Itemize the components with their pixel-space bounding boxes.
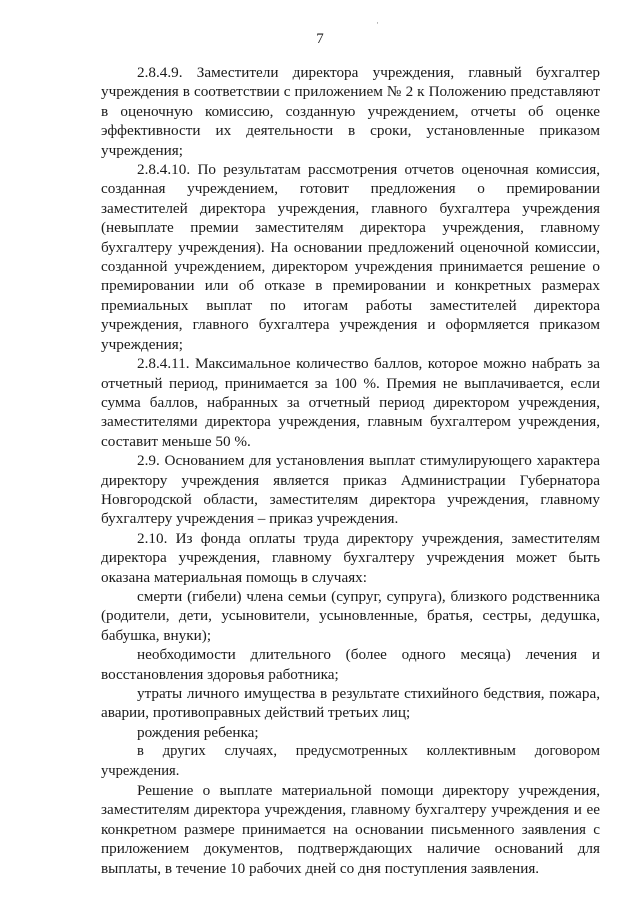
document-body	[101, 63, 600, 878]
paragraph-2-8-4-10: 2.8.4.10. По результатам рассмотрения отчетов оценочная комиссия, созданная учреждением, готовит предложения о премировании заместителей директора учреждения, главного бухгалтера учреждения (невыплате премии заместителям директора учреждения, главному бухгалтеру учреждения). На основании предложений оценочной комиссии, созданной учреждением, директором учреждения принимается решение о премировании или об отказе в премировании и конкретных размерах премиальных выплат по итогам работы заместителей директора учреждения, главного бухгалтера учреждения и оформляется приказом учреждения;	[101, 161, 600, 353]
list-item-family-death: смерти (гибели) члена семьи (супруг, супруга), близкого родственника (родители, дети, усыновители, усыновленные, братья, сестры, дедушка, бабушка, внуки);	[101, 587, 600, 644]
page-number: 7	[316, 31, 324, 47]
list-item-other-cases: в других случаях, предусмотренных коллективным договором учреждения.	[101, 743, 600, 779]
list-item-property-loss: утраты личного имущества в результате стихийного бедствия, пожара, аварии, противоправных действий третьих лиц;	[101, 685, 600, 722]
paragraph-decision: Решение о выплате материальной помощи директору учреждения, заместителям директора учреждения, главному бухгалтеру учреждения и ее конкретном размере принимается на основании письменного заявления с приложением документов, подтверждающих наличие оснований для выплаты, в течение 10 рабочих дней со дня поступления заявления.	[101, 782, 600, 877]
paragraph-2-8-4-9: 2.8.4.9. Заместители директора учреждения, главный бухгалтер учреждения в соответствии с приложением № 2 к Положению представляют в оценочную комиссию, созданную учреждением, отчеты об оценке эффективности их деятельности в сроки, установленные приказом учреждения;	[101, 64, 600, 159]
paragraph-2-9: 2.9. Основанием для установления выплат стимулирующего характера директору учреждения является приказ Администрации Губернатора Новгородской области, заместителям директора учреждения, главному бухгалтеру учреждения – приказ учреждения.	[101, 452, 600, 528]
list-item-treatment: необходимости длительного (более одного месяца) лечения и восстановления здоровья работника;	[101, 646, 600, 683]
list-item-childbirth: рождения ребенка;	[137, 723, 259, 741]
paragraph-2-8-4-11: 2.8.4.11. Максимальное количество баллов, которое можно набрать за отчетный период, принимается за 100 %. Премия не выплачивается, если сумма баллов, набранных за отчетный период директором учреждения, заместителями директора учреждения, главным бухгалтером учреждения, составит меньше 50 %.	[101, 355, 600, 450]
paragraph-2-10: 2.10. Из фонда оплаты труда директору учреждения, заместителям директора учреждения, главному бухгалтеру учреждения может быть оказана материальная помощь в случаях:	[101, 529, 600, 586]
scan-mark: ·	[376, 18, 379, 28]
